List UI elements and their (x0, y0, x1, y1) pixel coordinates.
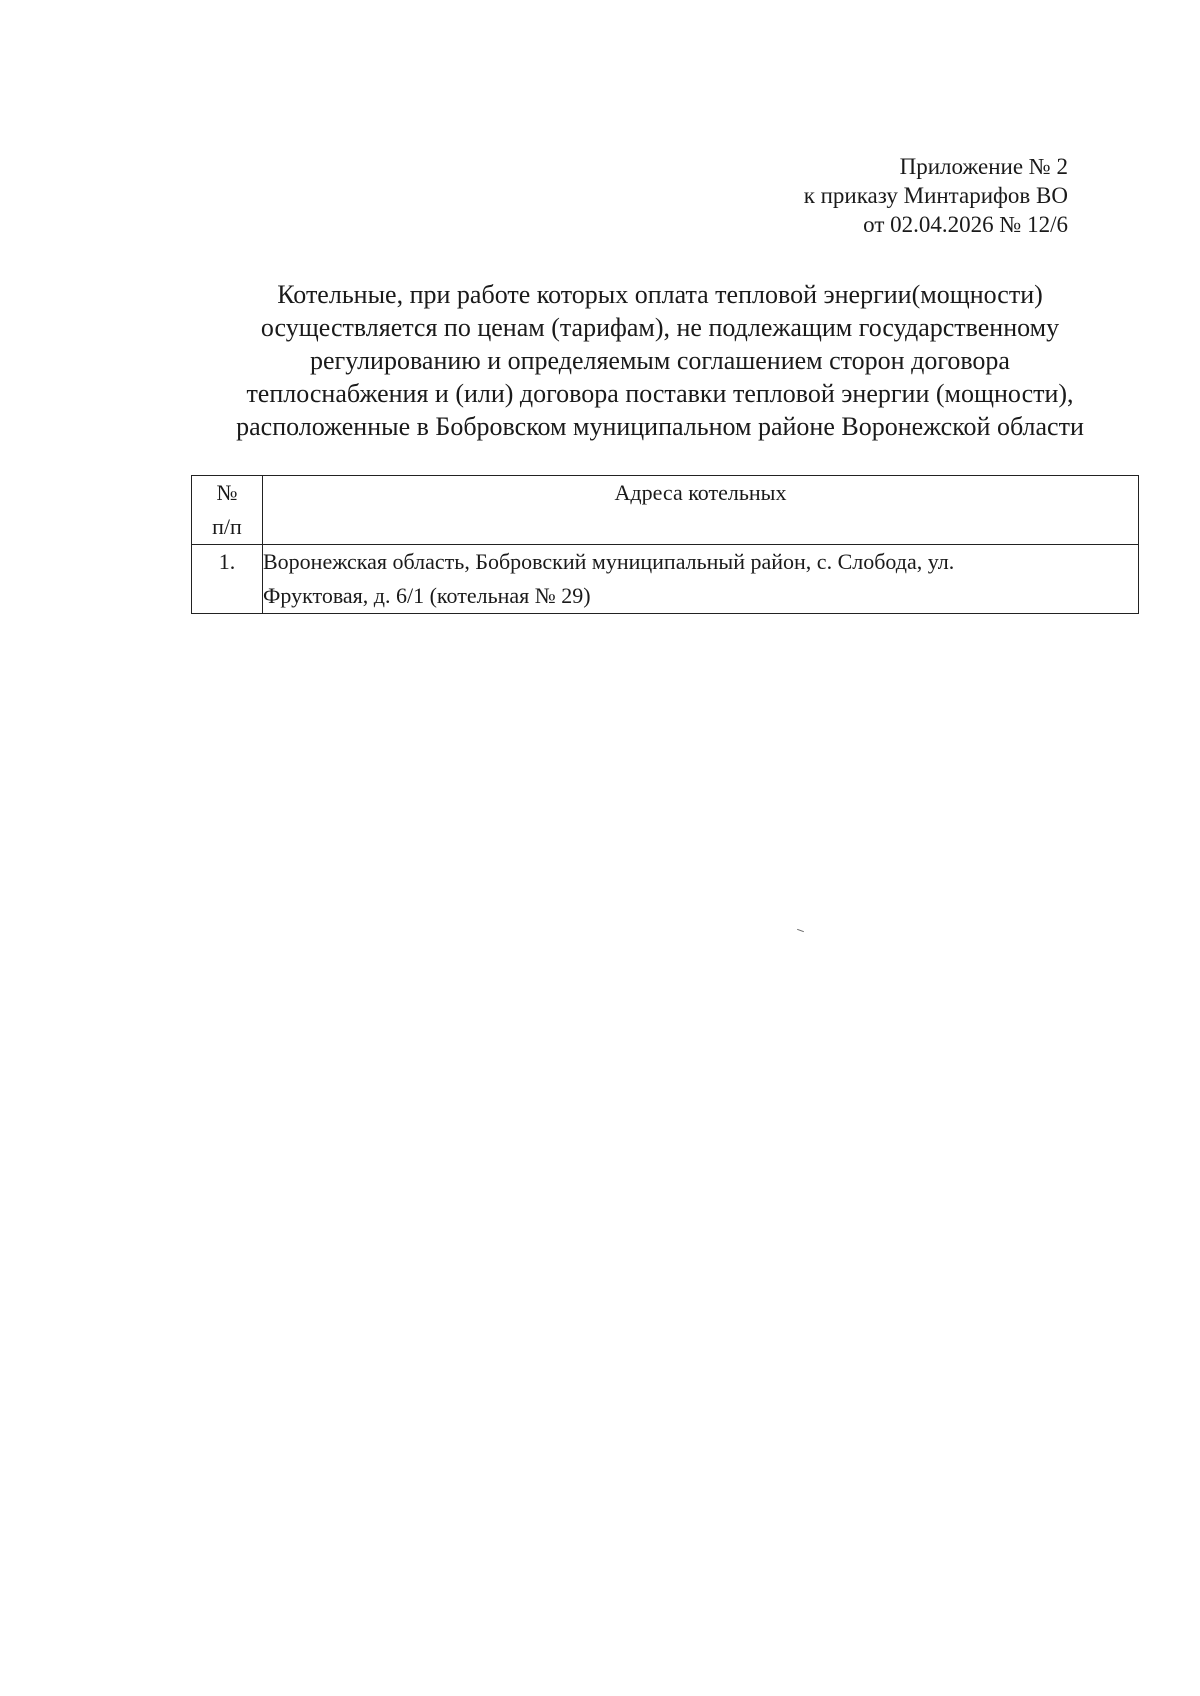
title-line: теплоснабжения и (или) договора поставки тепловой энергии (мощности), (246, 379, 1074, 408)
table-row (192, 545, 1139, 614)
boiler-address-table (191, 475, 1139, 614)
title-line: Котельные, при работе которых оплата тепловой энергии(мощности) (277, 280, 1043, 309)
appendix-order-date: от 02.04.2026 № 12/6 (863, 212, 1068, 237)
row-number: 1. (192, 545, 263, 614)
title-line: регулированию и определяемым соглашением сторон договора (310, 346, 1010, 375)
document-title (190, 278, 1130, 443)
header-address: Адреса котельных (263, 476, 1139, 545)
appendix-order-ref: к приказу Минтарифов ВО (803, 183, 1068, 208)
row-address (263, 545, 1139, 614)
header-number (192, 476, 263, 545)
appendix-number: Приложение № 2 (899, 154, 1068, 179)
header-number-symbol: № (216, 480, 238, 505)
appendix-header (804, 152, 1068, 239)
table-header-row (192, 476, 1139, 545)
title-line: расположенные в Бобровском муниципальном районе Воронежской области (236, 412, 1084, 441)
row-address-line: Воронежская область, Бобровский муниципальный район, с. Слобода, ул. (263, 549, 955, 574)
header-number-abbrev: п/п (212, 514, 242, 539)
row-address-line: Фруктовая, д. 6/1 (котельная № 29) (263, 583, 591, 608)
title-line: осуществляется по ценам (тарифам), не подлежащим государственному (260, 313, 1060, 342)
scan-speck (797, 929, 804, 932)
